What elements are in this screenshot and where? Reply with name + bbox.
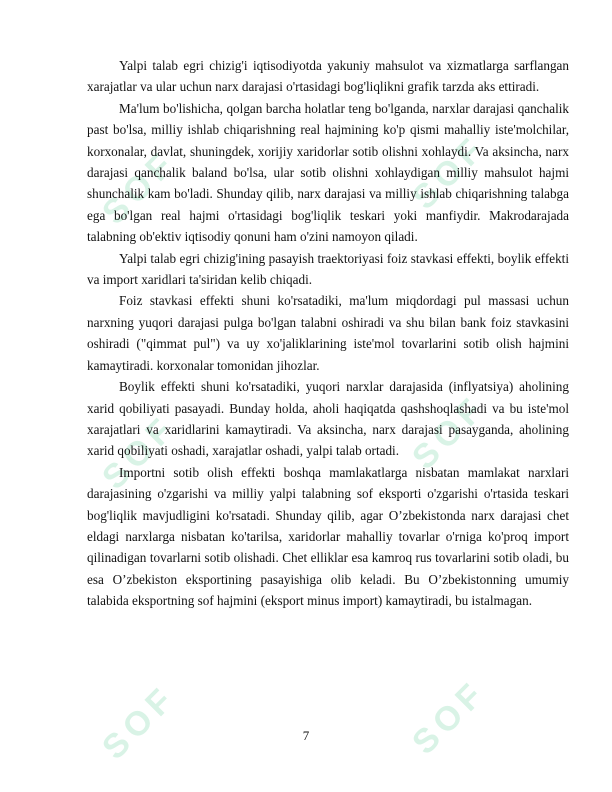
paragraph: Ma'lum bo'lishicha, qolgan barcha holatlar teng bo'lganda, narxlar darajasi qanchalik past bo'lsa, milliy ishlab chiqarishning real hajmining ko'p qismi mahalliy iste'molchilar, korxonalar, davlat, shuningdek, xorijiy xaridorlar sotib olishni xohlaydi. Va aksincha, narx darajasi qanchalik baland bo'lsa, ular sotib olishni xohlaydigan milliy mahsulot hajmi shunchalik kam bo'ladi. Shunday qilib, narx darajasi va milliy ishlab chiqarishning talabga ega bo'lgan real hajmi o'rtasidagi bog'liqlik teskari yoki manfiydir. Makrodarajada talabning ob'ektiv iqtisodiy qonuni ham o'zini namoyon qiladi. [87, 100, 569, 245]
page-number: 7 [302, 728, 310, 743]
watermark: SOF [95, 142, 185, 232]
watermark: SOF [405, 672, 495, 762]
watermark: SOF [405, 387, 495, 477]
watermark: SOF [95, 677, 185, 767]
watermark: SOF [95, 407, 185, 497]
paragraph: Boylik effekti shuni ko'rsatadiki, yuqori narxlar darajasida (inflyatsiya) aholining xarid qobiliyati pasayadi. Bunday holda, aholi haqiqatda qashshoqlashadi va bu iste'mol xarajatlari va xaridlarini kamaytiradi. Va aksincha, narx darajasi pasayganda, aholining xarid qobiliyati oshadi, xarajatlar oshadi, yalpi talab ortadi. [87, 379, 569, 459]
document-body [87, 55, 569, 612]
paragraph: Foiz stavkasi effekti shuni ko'rsatadiki, ma'lum miqdordagi pul massasi uchun narxning yuqori darajasi pulga bo'lgan talabni oshiradi va shu bilan bank foiz stavkasini oshiradi ("qimmat pul") va uy xo'jaliklarining iste'mol tovarlarini sotib olish hajmini kamaytiradi. korxonalar tomonidan jihozlar. [87, 293, 569, 373]
paragraph: Yalpi talab egri chizig'i iqtisodiyotda yakuniy mahsulot va xizmatlarga sarflangan xarajatlar va ular uchun narx darajasi o'rtasidagi bog'liqlikni grafik tarzda aks ettiradi. [87, 58, 569, 95]
paragraph: Yalpi talab egri chizig'ining pasayish traektoriyasi foiz stavkasi effekti, boylik effekti va import xaridlari ta'siridan kelib chiqadi. [87, 250, 569, 288]
watermark: SOF [405, 127, 495, 217]
paragraph: Importni sotib olish effekti boshqa mamlakatlarga nisbatan mamlakat narxlari darajasining o'zgarishi va milliy yalpi talabning sof eksporti o'zgarishi o'rtasida teskari bog'liqlik mavjudligini ko'rsatadi. Shunday qilib, agar O’zbekistonda narx darajasi chet eldagi narxlarga nisbatan ko'tarilsa, xaridorlar mahalliy tovarlar o'rniga ko'proq import qilinadigan tovarlarni sotib olishadi. Chet elliklar esa kamroq rus tovarlarini sotib oladi, bu esa O’zbekiston eksportining pasayishiga olib keladi. Bu O’zbekistonning umumiy talabida eksportning sof hajmini (eksport minus import) kamaytiradi, bu istalmagan. [87, 464, 569, 609]
